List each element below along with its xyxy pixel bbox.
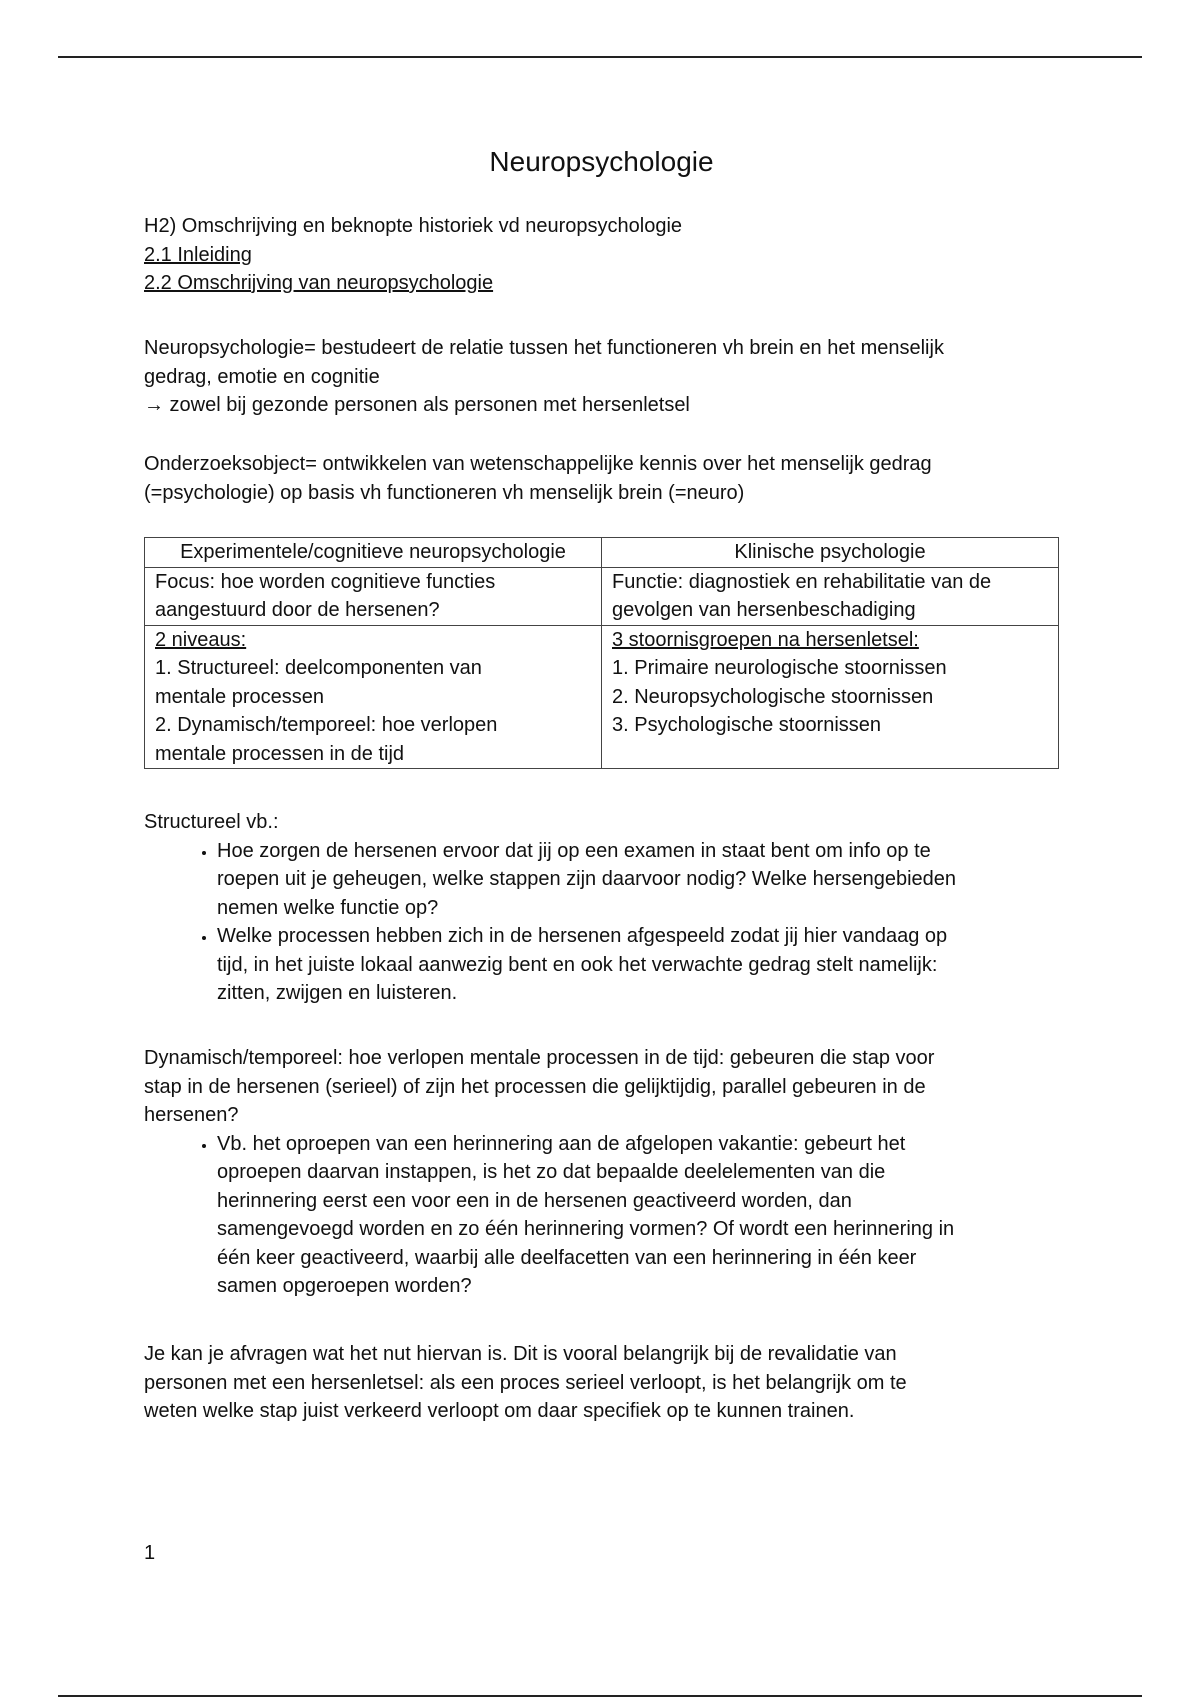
footer-rule: [58, 1695, 1142, 1697]
cell-line: 2. Neuropsychologische stoornissen: [612, 685, 934, 708]
list-line: nemen welke functie op?: [217, 896, 439, 919]
structureel-label: Structureel vb.:: [144, 811, 279, 833]
table-row: [145, 625, 1059, 769]
table-row: [145, 538, 1059, 568]
cell-line: mentale processen in de tijd: [155, 742, 405, 765]
object-line: Onderzoeksobject= ontwikkelen van wetenschappelijke kennis over het menselijk gedrag: [144, 453, 932, 475]
table-cell: [145, 625, 602, 769]
header-rule: [58, 56, 1142, 58]
list-line: samen opgeroepen worden?: [217, 1275, 472, 1297]
list-line: één keer geactiveerd, waarbij alle deelfacetten van een herinnering in één keer: [217, 1246, 917, 1269]
cell-line: 2. Dynamisch/temporeel: hoe verlopen: [155, 714, 498, 736]
definition-paragraph: [144, 334, 1059, 420]
list-line: oproepen daarvan instappen, is het zo dat bepaalde deelelementen van die: [217, 1161, 886, 1183]
nut-paragraph: [144, 1340, 1059, 1426]
comparison-table-wrap: [144, 537, 1059, 769]
object-line: (=psychologie) op basis vh functioneren vh menselijk brein (=neuro): [144, 481, 745, 504]
section-headings: [144, 212, 1059, 298]
dynamisch-line: stap in de hersenen (serieel) of zijn het processen die gelijktijdig, parallel gebeuren in de: [144, 1075, 926, 1098]
definition-line: Neuropsychologie= bestudeert de relatie tussen het functioneren vh brein en het menselijk: [144, 337, 944, 359]
cell-line: aangestuurd door de hersenen?: [155, 599, 440, 621]
table-cell: [145, 567, 602, 625]
list-line: zitten, zwijgen en luisteren.: [217, 982, 458, 1004]
list-line: Hoe zorgen de hersenen ervoor dat jij op een examen in staat bent om info op te: [217, 839, 931, 862]
dynamisch-line: Dynamisch/temporeel: hoe verlopen mentale processen in de tijd: gebeuren die stap voor: [144, 1047, 935, 1069]
cell-line: Focus: hoe worden cognitieve functies: [155, 570, 496, 593]
list-item: [217, 837, 1059, 923]
cell-line: Functie: diagnostiek en rehabilitatie van de: [612, 570, 992, 593]
object-paragraph: [144, 450, 1059, 507]
definition-line: → zowel bij gezonde personen als personen met hersenletsel: [144, 394, 690, 416]
structureel-section: [144, 808, 1059, 1008]
list-line: roepen uit je geheugen, welke stappen zijn daarvoor nodig? Welke hersengebieden: [217, 868, 957, 890]
list-line: herinnering eerst een voor een in de hersenen geactiveerd worden, dan: [217, 1189, 852, 1212]
list-line: tijd, in het juiste lokaal aanwezig bent en ook het verwachte gedrag stelt namelijk:: [217, 953, 938, 976]
list-line: Welke processen hebben zich in de hersenen afgespeeld zodat jij hier vandaag op: [217, 925, 948, 947]
list-item: [217, 1130, 1059, 1301]
list-line: samengevoegd worden en zo één herinnering vormen? Of wordt een herinnering in: [217, 1218, 955, 1240]
nut-line: weten welke stap juist verkeerd verloopt om daar specifiek op te kunnen trainen.: [144, 1400, 855, 1422]
cell-line: 1. Structureel: deelcomponenten van: [155, 657, 482, 679]
page-title: Neuropsychologie: [489, 146, 714, 177]
list-item: [217, 922, 1059, 1008]
cell-line: 3. Psychologische stoornissen: [612, 714, 882, 736]
cell-title: 2 niveaus:: [155, 628, 247, 651]
section-heading-2-1: 2.1 Inleiding: [144, 243, 252, 266]
section-heading-2-2: 2.2 Omschrijving van neuropsychologie: [144, 272, 494, 294]
cell-line: mentale processen: [155, 685, 324, 708]
list-line: Vb. het oproepen van een herinnering aan de afgelopen vakantie: gebeurt het: [217, 1132, 906, 1155]
chapter-heading: H2) Omschrijving en beknopte historiek vd neuropsychologie: [144, 215, 683, 237]
table-header-left: Experimentele/cognitieve neuropsychologie: [145, 538, 602, 568]
definition-line: gedrag, emotie en cognitie: [144, 365, 380, 388]
dynamisch-section: [144, 1044, 1059, 1301]
table-cell: [602, 567, 1059, 625]
nut-line: personen met een hersenletsel: als een proces serieel verloopt, is het belangrijk om te: [144, 1371, 907, 1394]
cell-line: gevolgen van hersenbeschadiging: [612, 599, 916, 621]
page-number: 1: [144, 1542, 156, 1564]
comparison-table: [144, 537, 1059, 769]
table-row: [145, 567, 1059, 625]
structureel-list: [144, 837, 1059, 1008]
dynamisch-list: [144, 1130, 1059, 1301]
table-header-right: Klinische psychologie: [602, 538, 1059, 568]
nut-line: Je kan je afvragen wat het nut hiervan is. Dit is vooral belangrijk bij de revalidatie van: [144, 1343, 897, 1365]
dynamisch-line: hersenen?: [144, 1104, 239, 1126]
table-cell: [602, 625, 1059, 769]
cell-title: 3 stoornisgroepen na hersenletsel:: [612, 628, 919, 651]
cell-line: 1. Primaire neurologische stoornissen: [612, 657, 947, 679]
